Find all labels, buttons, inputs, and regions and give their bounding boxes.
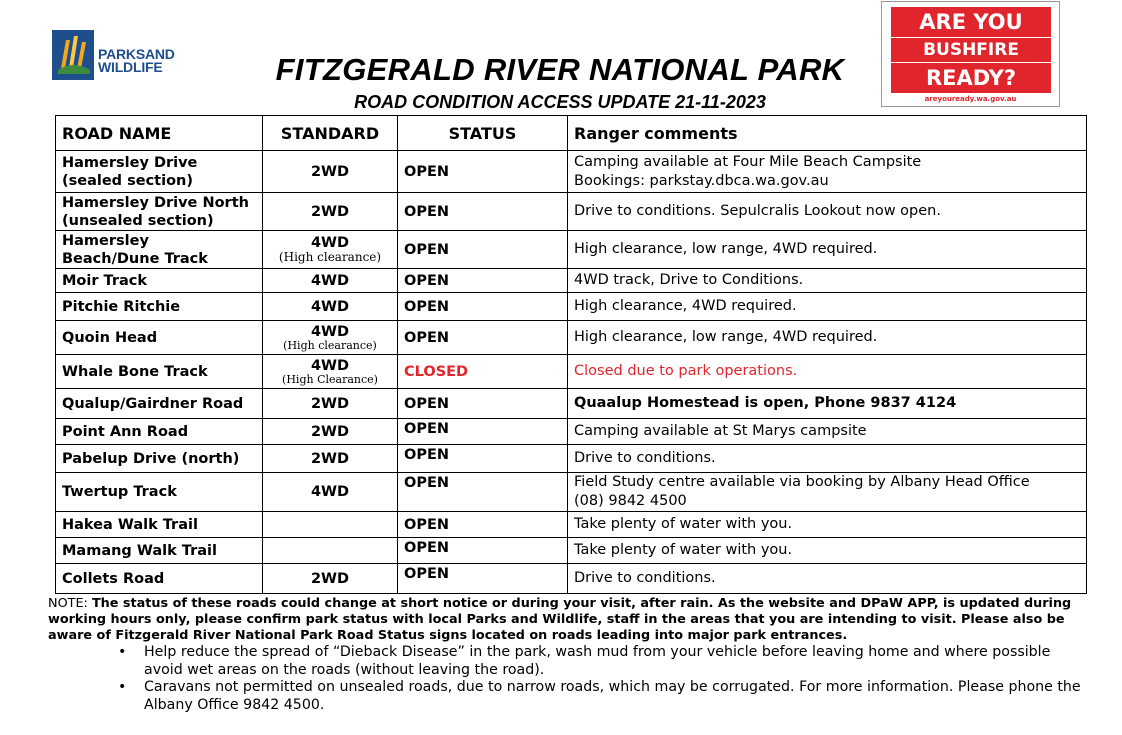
- bullet-icon: •: [118, 679, 127, 695]
- badge-line-1: ARE YOU: [891, 7, 1051, 37]
- road-status-table: [55, 115, 1087, 594]
- standard-value: 4WD: [310, 323, 350, 340]
- note-paragraph: [48, 596, 1088, 644]
- standard-value: 4WD: [310, 484, 350, 500]
- road-name: Mamang Walk Trail: [62, 542, 217, 559]
- cell-road-name: [56, 231, 263, 269]
- cell-ranger-comment: [568, 564, 1087, 594]
- status-open-badge: OPEN: [398, 419, 568, 445]
- road-name: Whale Bone Track: [62, 363, 208, 380]
- cell-road-name: [56, 389, 263, 419]
- advice-text: Caravans not permitted on unsealed roads, due to narrow roads, which may be corrugated. For more information. Please phone the Albany Office 9842 4500.: [144, 679, 1081, 713]
- bullet-icon: •: [118, 644, 127, 660]
- standard-value: 4WD: [310, 357, 350, 374]
- standard-value: 2WD: [310, 203, 350, 220]
- table-row: [56, 193, 1087, 231]
- road-name: Hamersley: [62, 232, 149, 249]
- table-row: [56, 151, 1087, 193]
- logo-line-2: WILDLIFE: [98, 59, 163, 75]
- cell-ranger-comment: [568, 512, 1087, 538]
- page-subtitle: ROAD CONDITION ACCESS UPDATE 21-11-2023: [354, 92, 766, 112]
- advice-text: Help reduce the spread of “Dieback Disease” in the park, wash mud from your vehicle before leaving home and where possible avoid wet areas on the roads (without leaving the road).: [144, 644, 1051, 678]
- comment-text: Field Study centre available via booking by Albany Head Office: [574, 474, 1030, 490]
- standard-value: 2WD: [310, 163, 350, 180]
- page-title: FITZGERALD RIVER NATIONAL PARK: [275, 52, 845, 87]
- cell-standard: [263, 389, 398, 419]
- cell-road-name: [56, 293, 263, 321]
- road-name: Point Ann Road: [62, 423, 189, 440]
- cell-standard: [263, 193, 398, 231]
- comment-text: Quaalup Homestead is open, Phone 9837 4124: [574, 395, 957, 411]
- status-open-badge: OPEN: [398, 473, 568, 512]
- cell-road-name: [56, 269, 263, 293]
- road-name: Twertup Track: [62, 484, 177, 500]
- cell-standard: [263, 473, 398, 512]
- comment-text: High clearance, low range, 4WD required.: [574, 329, 878, 345]
- road-name: Qualup/Gairdner Road: [62, 395, 244, 412]
- header-road-name: ROAD NAME: [56, 116, 263, 151]
- road-name: Hamersley Drive: [62, 154, 198, 171]
- table-header-row: [56, 116, 1087, 151]
- cell-ranger-comment: [568, 389, 1087, 419]
- cell-standard: [263, 151, 398, 193]
- comment-text: High clearance, low range, 4WD required.: [574, 241, 878, 257]
- comment-text-line-2: (08) 9842 4500: [574, 493, 687, 509]
- cell-standard: [263, 538, 398, 564]
- standard-value: 2WD: [310, 570, 350, 587]
- comment-text-line-2: Bookings: parkstay.dbca.wa.gov.au: [574, 172, 829, 189]
- cell-road-name: [56, 321, 263, 355]
- cell-ranger-comment: [568, 538, 1087, 564]
- table-row: [56, 389, 1087, 419]
- comment-text: High clearance, 4WD required.: [574, 298, 797, 314]
- table-body: [56, 151, 1087, 594]
- table-row: [56, 564, 1087, 594]
- cell-road-name: [56, 538, 263, 564]
- cell-ranger-comment: [568, 419, 1087, 445]
- road-name-detail: Beach/Dune Track: [62, 250, 208, 267]
- standard-note: (High Clearance): [282, 372, 378, 386]
- status-open-badge: OPEN: [398, 564, 568, 594]
- comment-text: Take plenty of water with you.: [574, 516, 793, 532]
- cell-standard: [263, 293, 398, 321]
- status-closed-badge: CLOSED: [398, 355, 568, 389]
- status-open-badge: OPEN: [398, 389, 568, 419]
- table-row: [56, 231, 1087, 269]
- status-open-badge: OPEN: [398, 538, 568, 564]
- status-open-badge: OPEN: [398, 293, 568, 321]
- badge-line-2: BUSHFIRE: [891, 38, 1051, 62]
- cell-road-name: [56, 151, 263, 193]
- comment-text: Drive to conditions.: [574, 450, 716, 466]
- cell-ranger-comment: [568, 231, 1087, 269]
- note-lead: NOTE:: [48, 596, 92, 611]
- cell-road-name: [56, 445, 263, 473]
- cell-ranger-comment: [568, 293, 1087, 321]
- logo-wordmark: [98, 48, 175, 74]
- status-open-badge: OPEN: [398, 512, 568, 538]
- cell-standard: [263, 419, 398, 445]
- road-name: Quoin Head: [62, 329, 158, 346]
- comment-text: Closed due to park operations.: [574, 363, 798, 379]
- note-body: The status of these roads could change at short notice or during your visit, after rain. As the website and DPaW APP, is updated during working hours only, please confirm park status with local Parks and Wildlife, staff in the areas that you are intending to visit. Please also be aware of Fitzgerald River National Park Road Status signs located on roads leading into major park entrances.: [48, 596, 1072, 643]
- status-open-badge: OPEN: [398, 321, 568, 355]
- list-item: [118, 644, 1088, 679]
- table-row: [56, 419, 1087, 445]
- status-open-badge: OPEN: [398, 193, 568, 231]
- badge-url: areyouready.wa.gov.au: [924, 95, 1017, 103]
- table-row: [56, 269, 1087, 293]
- cell-standard: [263, 445, 398, 473]
- comment-text: Drive to conditions. Sepulcralis Lookout now open.: [574, 203, 941, 219]
- advice-list: [118, 644, 1088, 714]
- comment-text: Camping available at St Marys campsite: [574, 423, 867, 439]
- header-status: STATUS: [398, 116, 568, 151]
- table-row: [56, 355, 1087, 389]
- banksia-flower-icon: [52, 30, 94, 80]
- logo-line-1: PARKSAND: [98, 46, 175, 62]
- standard-note: (High clearance): [283, 338, 377, 352]
- status-open-badge: OPEN: [398, 151, 568, 193]
- cell-road-name: [56, 419, 263, 445]
- table-row: [56, 321, 1087, 355]
- status-open-badge: OPEN: [398, 269, 568, 293]
- cell-road-name: [56, 564, 263, 594]
- standard-value: 4WD: [310, 272, 350, 289]
- table-row: [56, 473, 1087, 512]
- cell-standard: [263, 564, 398, 594]
- table-row: [56, 293, 1087, 321]
- status-open-badge: OPEN: [398, 445, 568, 473]
- road-name: Moir Track: [62, 272, 148, 289]
- cell-road-name: [56, 512, 263, 538]
- road-name-detail: (unsealed section): [62, 212, 214, 229]
- header-standard: STANDARD: [263, 116, 398, 151]
- cell-ranger-comment: [568, 321, 1087, 355]
- cell-standard: [263, 512, 398, 538]
- standard-note: (High clearance): [278, 250, 382, 264]
- cell-ranger-comment: [568, 445, 1087, 473]
- cell-ranger-comment: [568, 193, 1087, 231]
- comment-text: Take plenty of water with you.: [574, 542, 793, 558]
- road-name: Hakea Walk Trail: [62, 516, 198, 533]
- table-row: [56, 538, 1087, 564]
- road-name: Hamersley Drive North: [62, 194, 249, 211]
- comment-text: Drive to conditions.: [574, 570, 716, 586]
- cell-road-name: [56, 473, 263, 512]
- standard-value: 2WD: [310, 395, 350, 412]
- parks-and-wildlife-logo: [50, 30, 190, 82]
- cell-ranger-comment: [568, 151, 1087, 193]
- cell-standard: [263, 355, 398, 389]
- cell-road-name: [56, 355, 263, 389]
- cell-ranger-comment: [568, 473, 1087, 512]
- badge-line-3: READY?: [891, 63, 1051, 93]
- cell-ranger-comment: [568, 269, 1087, 293]
- standard-value: 2WD: [310, 450, 350, 467]
- bushfire-ready-badge: [881, 1, 1060, 107]
- standard-value: 2WD: [310, 423, 350, 440]
- standard-value: 4WD: [310, 298, 350, 315]
- header-ranger-comments: Ranger comments: [568, 116, 1087, 151]
- cell-ranger-comment: [568, 355, 1087, 389]
- list-item: [118, 679, 1088, 714]
- road-name-detail: (sealed section): [62, 172, 193, 189]
- road-name: Pabelup Drive (north): [62, 450, 240, 467]
- cell-road-name: [56, 193, 263, 231]
- status-open-badge: OPEN: [398, 231, 568, 269]
- comment-text: Camping available at Four Mile Beach Campsite: [574, 153, 922, 170]
- cell-standard: [263, 231, 398, 269]
- standard-value: 4WD: [310, 235, 350, 251]
- road-name: Pitchie Ritchie: [62, 298, 181, 315]
- cell-standard: [263, 321, 398, 355]
- table-row: [56, 512, 1087, 538]
- road-name: Collets Road: [62, 570, 165, 587]
- cell-standard: [263, 269, 398, 293]
- comment-text: 4WD track, Drive to Conditions.: [574, 272, 804, 288]
- table-row: [56, 445, 1087, 473]
